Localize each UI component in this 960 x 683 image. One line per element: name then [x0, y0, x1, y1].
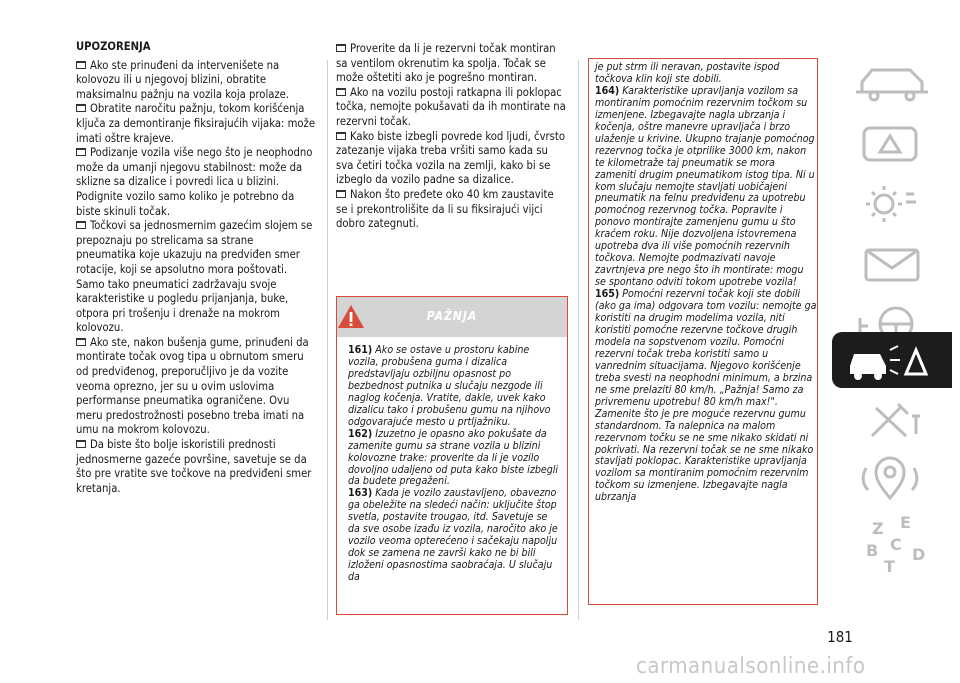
tab-dashboard[interactable]	[832, 116, 952, 172]
tab-messages[interactable]	[832, 236, 952, 292]
bullet-icon	[76, 338, 86, 346]
list-item: Točkovi sa jednosmernim gazećim slojem se prepoznaju po strelicama sa strane pneumatika koje ukazuju na predviđen smer rotacije, koji se apsolutno mora poštovati. Samo tako pneumatici zadržavaju svoje karakteristike u pogledu prijanjanja, buke, otpora pri trošenju i drenaže na mokrom kolovozu.	[76, 219, 313, 335]
list-item: Da biste što bolje iskoristili prednosti jednosmerne gazeće površine, savetuje se da što pre vratite sve točkove na predviđeni smer kretanja.	[76, 438, 312, 495]
svg-text:T: T	[884, 557, 895, 576]
column-divider	[327, 60, 328, 620]
warning-body	[348, 345, 562, 584]
list-item: Kako biste izbegli povrede kod ljudi, čvrsto zatezanje vijaka treba vršiti samo kada su sva četiri točka vozila na zemlji, kako bi se izbeglo da vozilo padne sa dizalice.	[336, 129, 566, 187]
bullet-icon	[336, 132, 346, 140]
tab-car[interactable]	[832, 56, 952, 112]
warning-item: 161) Ako se ostave u prostoru kabine vozila, probušena guma i dizalica predstavljaju ozbiljnu opasnost po bezbednost putnika u slučaju nezgode ili naglog kočenja. Vratite, dakle, uvek kako dizalicu tako i probušenu gumu na njihovo odgovarajuće mesto u prtljažniku.	[348, 344, 551, 428]
index-letters-icon	[832, 512, 952, 578]
tab-maintenance[interactable]	[832, 392, 952, 448]
svg-text:D: D	[912, 545, 926, 564]
svg-text:E: E	[900, 513, 911, 532]
warning-item: 165) Pomoćni rezervni točak koji ste dobili (ako ga ima) odgovara tom vozilu: nemojte ga koristiti na drugim modelima vozila, niti koristiti pomoćne rezervne točkove drugih modela na sopstvenom vozilu. Pomoćni rezervni točak treba koristiti samo u vanrednim situacijama. Njegovo korišćenje treba svesti na neophodni minimum, a brzina ne sme prelaziti 80 km/h. „Pažnja! Samo za privremenu upotrebu! 80 km/h max!". Zamenite što je pre moguće rezervnu gumu standardnom. Ta nalepnica na malom rezervnom točku se ne sme nikako skidati ni pokrivati. Na rezervni točak se ne sme nikako stavljati poklopac. Karakteristike upravljanja vozilom sa montiranim pomoćnim rezervnim točkom su izmenjene. Izbegavajte nagla ubrzanja	[595, 288, 817, 504]
envelope-icon	[832, 236, 952, 292]
bullet-icon	[76, 61, 86, 69]
service-tools-icon	[832, 392, 952, 448]
tab-index[interactable]	[832, 512, 952, 576]
bullet-icon	[336, 190, 346, 198]
list-item: Ako ste, nakon bušenja gume, prinuđeni da montirate točak ovog tipa u obrnutom smeru od predviđenog, preporučljivo je da vozite veoma oprezno, jer su u ovim uslovima performanse pneumatika ograničene. Ovu meru predostrožnosti posebno treba imati na umu na mokrom kolovozu.	[76, 335, 309, 437]
list-item: Ako ste prinuđeni da intervenišete na kolovozu ili u njegovoj blizini, obratite maksimalnu pažnju na vozila koja prolaze.	[76, 58, 290, 101]
bullet-icon	[76, 148, 86, 156]
list-item: Proverite da li je rezervni točak montiran sa ventilom okrenutim ka spolja. Točak se može oštetiti ako je pogrešno montiran.	[336, 42, 556, 85]
warnings-column	[76, 40, 316, 496]
tab-emergency[interactable]	[832, 332, 952, 388]
tab-safety[interactable]	[832, 176, 952, 232]
warning-item: 163) Kada je vozilo zaustavljeno, obavezno ga obeležite na sledeći način: uključite štop svetla, postavite trougao, itd. Savetuje se da sve osobe izađu iz vozila, naročito ako je vozilo veoma opterećeno i sačekaju napolju dok se zamena ne završi kako ne bi bili izloženi opasnostima saobraćaja. U slučaju da	[348, 487, 558, 584]
location-icon	[832, 452, 952, 508]
sun-safety-icon	[832, 176, 952, 232]
bullet-icon	[76, 221, 86, 229]
bullet-icon	[76, 440, 86, 448]
warning-item: 164) Karakteristike upravljanja vozilom sa montiranim pomoćnim rezervnim točkom su izmenjene. Izbegavajte nagla ubrzanja i kočenja, oštre manevre upravljača i brzo ulaženje u krivine. Ukupno trajanje pomoćnog rezervnog točka je otprilike 3000 km, nakon te kilometraže taj pneumatik se mora zameniti drugim pneumatikom istog tipa. Ni u kom slučaju nemojte stavljati uobičajeni pneumatik na felnu predviđenu za upotrebu pomoćnog rezervnog točka. Popravite i ponovo montirajte zamenjenu gumu u što kraćem roku. Nije dozvoljena istovremena upotreba dva ili više pomoćnih rezervnih točkova. Nemojte podmazivati navoje zavrtnjeva pre nego što ih montirate: mogu se spontano odviti tokom upotrebe vozila!	[595, 84, 815, 289]
dashboard-warning-icon	[832, 116, 952, 172]
warning-item: 162) Izuzetno je opasno ako pokušate da zamenite gumu sa strane vozila u blizini kolovozne trake: proverite da li je vozilo dovoljno udaljeno od puta kako biste izbegli da budete pregaženi.	[348, 427, 559, 488]
car-breakdown-icon	[832, 332, 952, 388]
bullet-icon	[336, 44, 346, 52]
warning-continuation-body	[595, 62, 817, 504]
list-item: Podizanje vozila više nego što je neophodno može da umanji njegovu stabilnost: može da sklizne sa dizalice i povredi lica u blizini. Podignite vozilo samo koliko je potrebno da biste skinuli točak.	[76, 146, 313, 218]
checks-column	[336, 42, 568, 232]
warning-box	[336, 296, 568, 615]
page-number: 181	[827, 628, 853, 646]
warning-continuation-text: je put strm ili neravan, postavite ispod točkova klin koji ste dobili.	[595, 61, 780, 85]
warning-header	[337, 297, 567, 337]
list-item: Nakon što pređete oko 40 km zaustavite se i prekontrolišite da li su fiksirajući vijci dobro zategnuti.	[336, 187, 554, 231]
warning-continuation-box	[588, 58, 818, 605]
car-icon	[832, 56, 952, 112]
warning-title: PAŽNJA	[426, 309, 478, 323]
tab-multimedia[interactable]	[832, 452, 952, 508]
list-item: Obratite naročitu pažnju, tokom korišćenja ključa za demontiranje fiksirajućih vijaka: može imati oštre krajeve.	[76, 102, 316, 145]
bullet-icon	[336, 88, 346, 96]
svg-text:Z: Z	[872, 519, 884, 538]
svg-text:C: C	[890, 535, 902, 554]
watermark: carmanualsonline.info	[636, 654, 866, 679]
list-item: Ako na vozilu postoji ratkapna ili poklopac točka, nemojte pokušavati da ih montirate na rezervni točak.	[336, 85, 566, 128]
section-heading: UPOZORENJA	[76, 40, 151, 53]
svg-text:B: B	[866, 541, 879, 560]
bullet-icon	[76, 104, 86, 112]
column-divider	[578, 60, 579, 620]
